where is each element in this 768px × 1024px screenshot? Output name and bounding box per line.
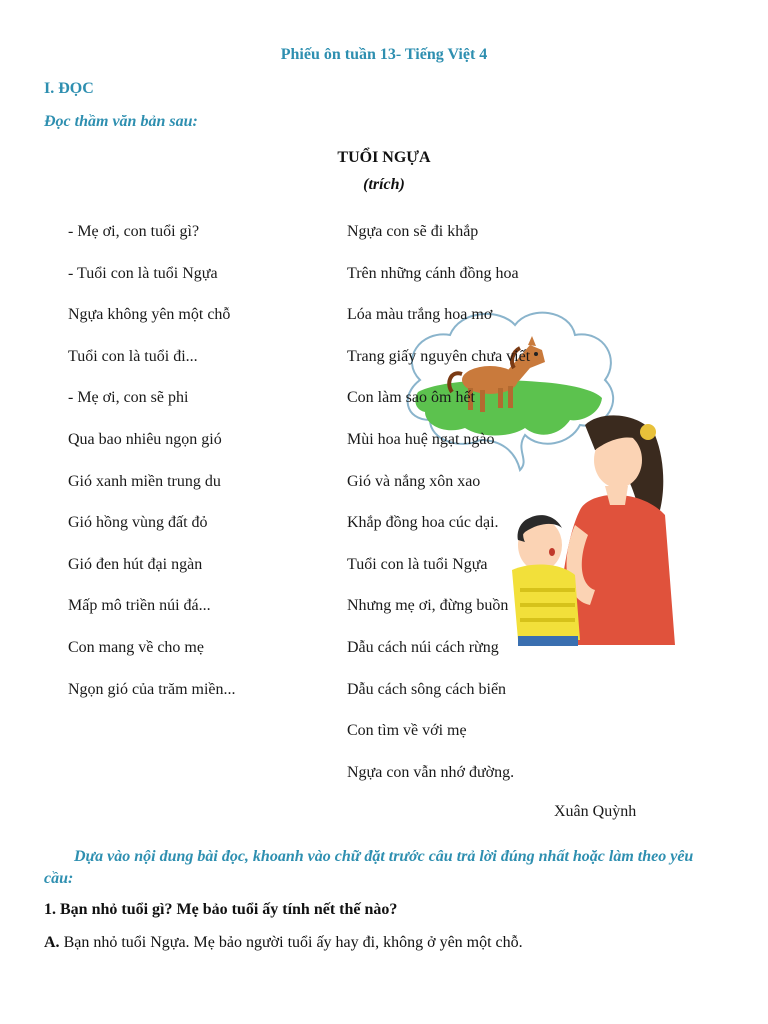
poem-line: Gió và nắng xôn xao <box>347 472 481 490</box>
question-1-option-a[interactable] <box>44 934 523 952</box>
poem-line: Ngựa con sẽ đi khắp <box>347 223 479 240</box>
question-instruction: Dựa vào nội dung bài đọc, khoanh vào chữ đặt trước câu trả lời đúng nhất hoặc làm theo yêu cầu: <box>44 848 694 887</box>
poem-subtitle: (trích) <box>363 176 405 193</box>
poem-line: Nhưng mẹ ơi, đừng buồn <box>347 597 509 615</box>
poem-line: Tuổi con là tuổi đi... <box>68 347 198 365</box>
poem-line: - Mẹ ơi, con tuổi gì? <box>68 223 200 240</box>
section-heading: I. ĐỌC <box>44 80 94 97</box>
poem-line: Mùi hoa huệ ngạt ngào <box>347 431 495 448</box>
reading-instruction: Đọc thầm văn bản sau: <box>44 113 198 130</box>
worksheet-title: Phiếu ôn tuần 13- Tiếng Việt 4 <box>280 46 488 63</box>
poem-line: Ngựa con vẫn nhớ đường. <box>347 763 515 781</box>
poem-line: Ngựa không yên một chỗ <box>68 306 231 324</box>
poem-line: Tuổi con là tuổi Ngựa <box>347 555 488 573</box>
poem-line: - Mẹ ơi, con sẽ phi <box>68 389 189 407</box>
question-1: 1. Bạn nhỏ tuổi gì? Mẹ bảo tuổi ấy tính nết thế nào? <box>44 901 398 918</box>
poem-line: Mấp mô triền núi đá... <box>68 597 211 615</box>
poem-line: Gió xanh miền trung du <box>68 472 221 490</box>
option-a-letter: A. <box>44 934 60 951</box>
poem-line: Con làm sao ôm hết <box>347 389 475 407</box>
poem-line: Gió đen hút đại ngàn <box>68 555 203 573</box>
poem-line: Trên những cánh đồng hoa <box>347 264 519 282</box>
poem-line: - Tuổi con là tuổi Ngựa <box>68 264 218 282</box>
poem-line: Dẫu cách sông cách biển <box>347 680 507 698</box>
poem-line: Khắp đồng hoa cúc dại. <box>347 514 499 532</box>
poem-line: Ngọn gió của trăm miền... <box>68 680 236 698</box>
child-figure <box>512 515 580 646</box>
option-a-text: Bạn nhỏ tuổi Ngựa. Mẹ bảo người tuổi ấy hay đi, không ở yên một chỗ. <box>59 934 523 951</box>
poem-line: Con tìm về với mẹ <box>347 722 467 740</box>
poem-line: Qua bao nhiêu ngọn gió <box>68 431 222 448</box>
poem-line: Dẫu cách núi cách rừng <box>347 639 499 656</box>
poem-author: Xuân Quỳnh <box>554 803 637 820</box>
poem-title: TUỔI NGỰA <box>337 149 431 166</box>
poem-line: Gió hồng vùng đất đỏ <box>68 514 208 532</box>
poem-line: Lóa màu trắng hoa mơ <box>347 306 493 324</box>
poem-line: Con mang về cho mẹ <box>68 639 204 656</box>
poem-line: Trang giấy nguyên chưa viết <box>347 347 531 365</box>
